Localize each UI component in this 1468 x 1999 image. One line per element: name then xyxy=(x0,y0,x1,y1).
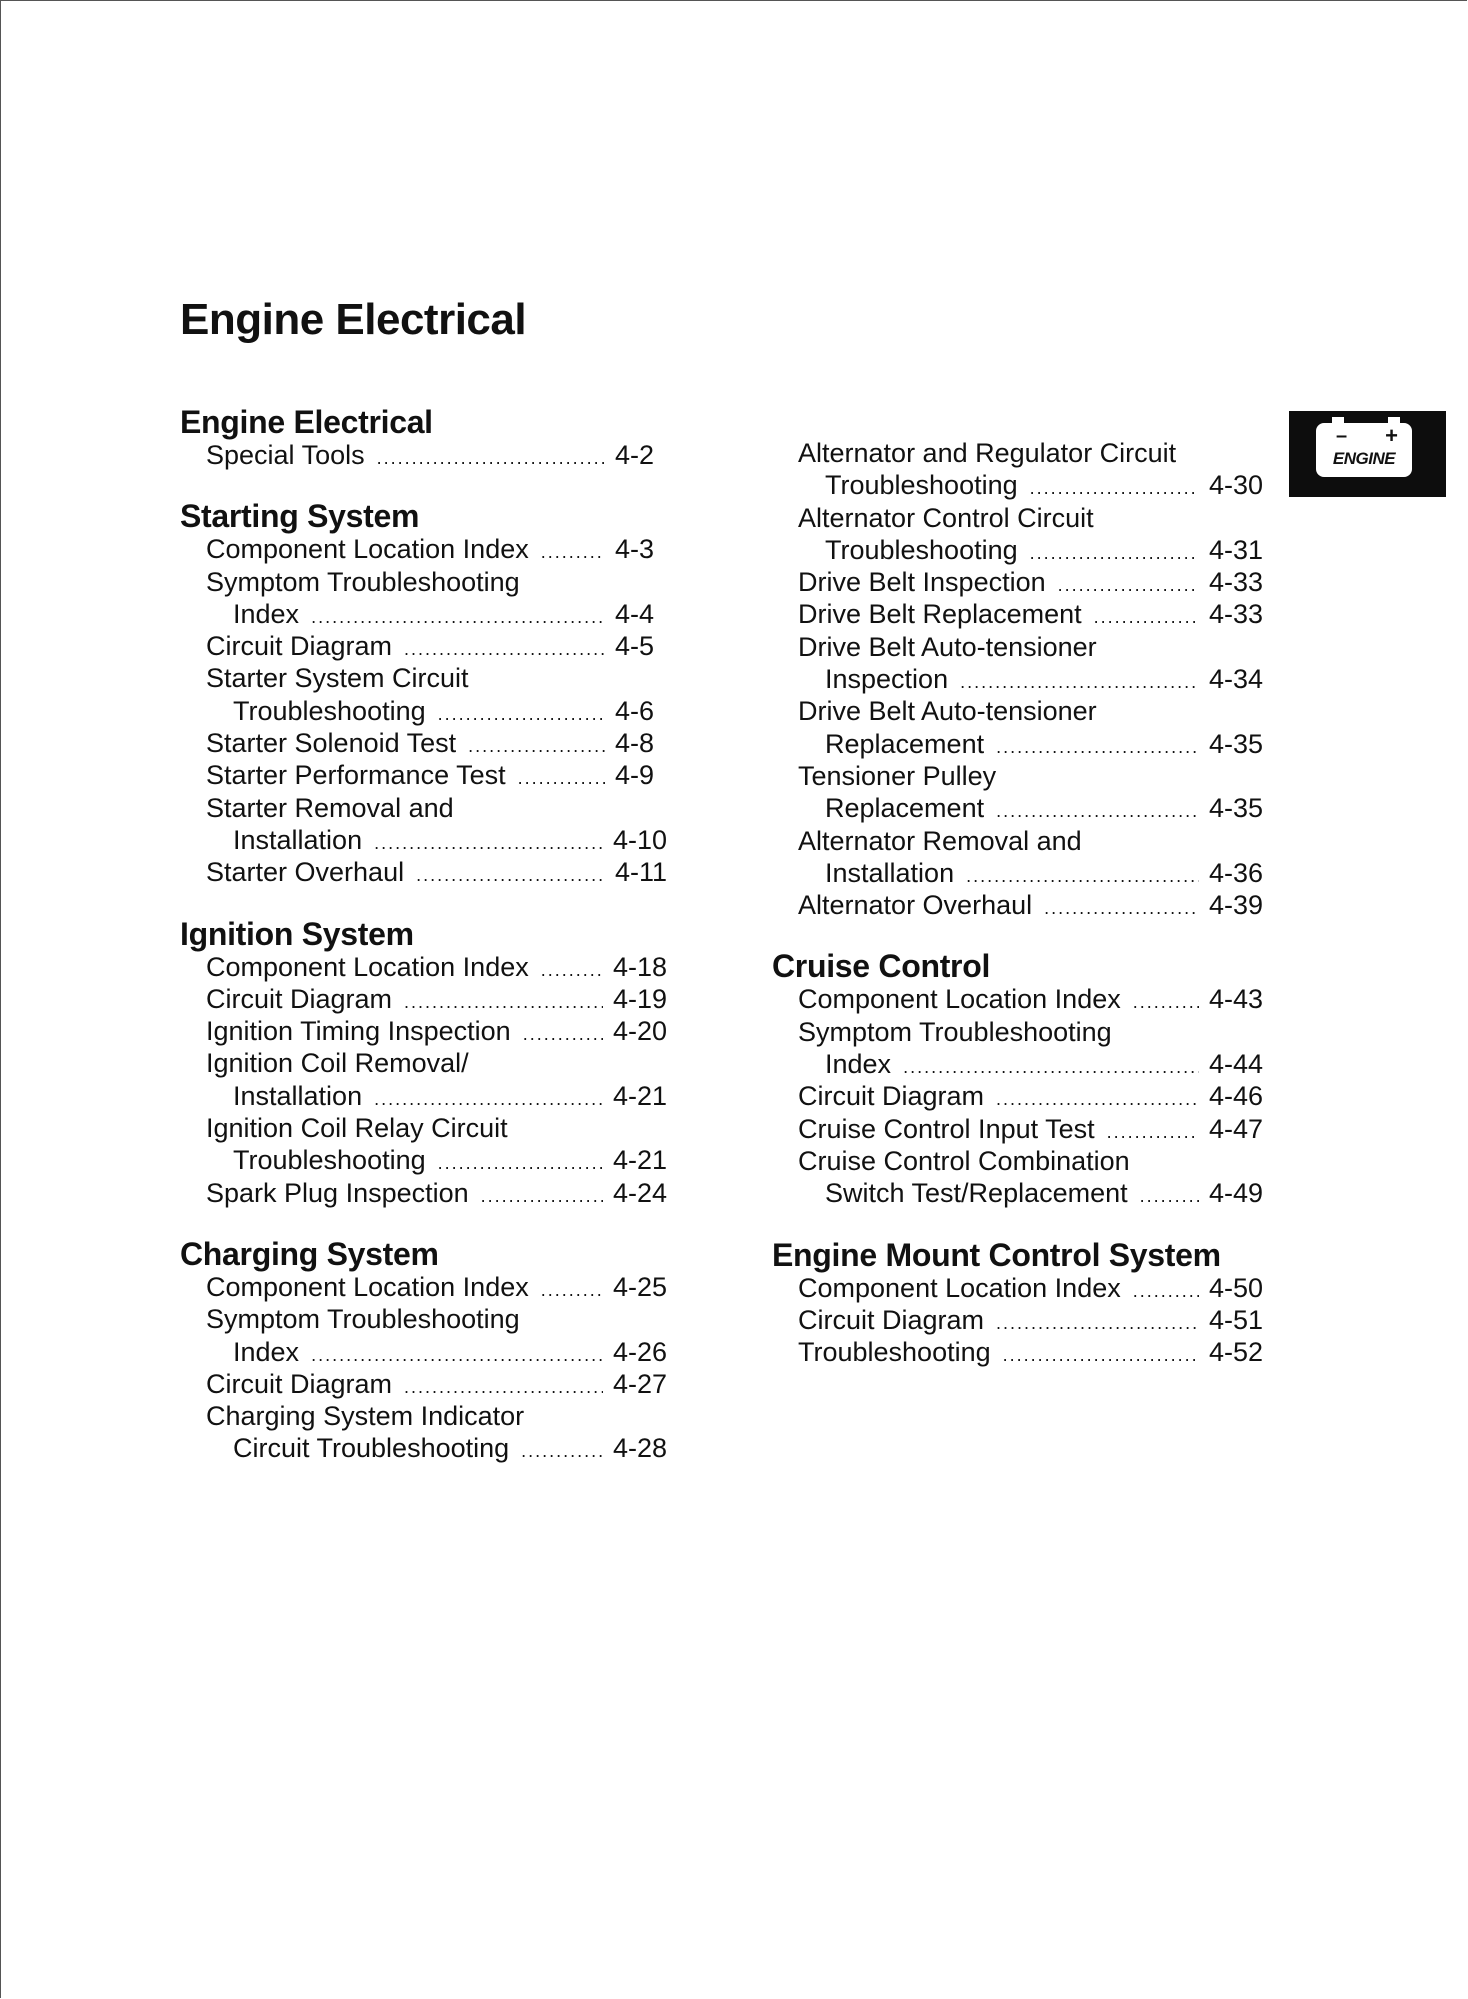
entry-text: Inspection xyxy=(825,664,949,695)
entry-text: Alternator Control Circuit xyxy=(798,502,1094,533)
dot-leader xyxy=(996,802,1199,820)
dot-leader xyxy=(1133,1282,1199,1300)
dot-leader xyxy=(523,1025,603,1043)
section-title: Starting System xyxy=(180,498,420,535)
page-number: 4-35 xyxy=(1208,793,1263,824)
page-number: 4-30 xyxy=(1208,470,1263,501)
page-number: 4-33 xyxy=(1208,599,1263,630)
page-number: 4-52 xyxy=(1208,1337,1263,1368)
toc-entry[interactable] xyxy=(206,1368,667,1400)
section-title: Engine Electrical xyxy=(180,404,433,440)
entry-text: Drive Belt Auto-tensioner xyxy=(798,631,1097,662)
entry-text: Symptom Troubleshooting xyxy=(798,1016,1112,1047)
page-number: 4-6 xyxy=(615,695,655,726)
entry-text: Alternator and Regulator Circuit xyxy=(798,438,1177,468)
entry-text: Circuit Diagram xyxy=(206,983,393,1014)
page-number: 4-8 xyxy=(615,728,655,759)
entry-text: Cruise Control Input Test xyxy=(798,1113,1095,1144)
page-number: 4-39 xyxy=(1208,890,1263,921)
toc-entry[interactable] xyxy=(798,1080,1263,1112)
toc-entry[interactable] xyxy=(206,566,667,631)
toc-right-column xyxy=(772,437,1263,1396)
entry-text: Tensioner Pulley xyxy=(798,760,997,791)
entry-text: Index xyxy=(233,1336,300,1367)
toc-entry[interactable] xyxy=(798,502,1263,567)
entry-text: Troubleshooting xyxy=(825,534,1018,565)
dot-leader xyxy=(311,608,605,626)
engine-section-tab[interactable] xyxy=(1289,411,1446,497)
toc-entry[interactable] xyxy=(798,1336,1263,1368)
dot-leader xyxy=(404,1378,603,1396)
page-number: 4-51 xyxy=(1208,1304,1263,1335)
toc-entry[interactable] xyxy=(206,727,667,759)
toc-entry[interactable] xyxy=(206,1271,667,1303)
dot-leader xyxy=(966,867,1199,885)
page-number: 4-35 xyxy=(1208,728,1263,759)
entry-text: Circuit Diagram xyxy=(798,1304,985,1335)
page-number: 4-46 xyxy=(1208,1081,1263,1112)
page-number: 4-10 xyxy=(612,824,667,855)
page-number: 4-9 xyxy=(615,760,655,791)
entry-text: Switch Test/Replacement xyxy=(825,1178,1128,1209)
dot-leader xyxy=(377,449,605,467)
page-number: 4-50 xyxy=(1208,1272,1263,1303)
entry-text: Troubleshooting xyxy=(825,470,1018,501)
page-number: 4-25 xyxy=(612,1271,667,1302)
entry-text: Circuit Troubleshooting xyxy=(233,1433,510,1464)
entry-text: Component Location Index xyxy=(206,951,529,982)
entry-text: Spark Plug Inspection xyxy=(206,1177,469,1208)
entry-text: Component Location Index xyxy=(798,1272,1121,1303)
page-number: 4-49 xyxy=(1208,1178,1263,1209)
entry-text: Alternator Overhaul xyxy=(798,890,1033,921)
toc-entry[interactable] xyxy=(206,439,667,471)
page-number: 4-3 xyxy=(615,534,655,565)
entry-text: Starter System Circuit xyxy=(206,663,469,694)
battery-minus-icon: – xyxy=(1336,425,1348,447)
page-number: 4-28 xyxy=(612,1433,667,1464)
dot-leader xyxy=(1107,1123,1199,1141)
page-number: 4-2 xyxy=(615,440,655,470)
toc-entry[interactable] xyxy=(206,759,667,791)
entry-text: Troubleshooting xyxy=(233,695,426,726)
dot-leader xyxy=(311,1346,603,1364)
toc-entry[interactable] xyxy=(798,631,1263,696)
section-title: Ignition System xyxy=(180,915,414,952)
dot-leader xyxy=(996,1090,1199,1108)
entry-text: Cruise Control Combination xyxy=(798,1145,1130,1176)
toc-entry[interactable] xyxy=(206,1112,667,1177)
entry-text: Component Location Index xyxy=(206,1271,529,1302)
toc-entry[interactable] xyxy=(798,1272,1263,1304)
entry-text: Ignition Timing Inspection xyxy=(206,1016,511,1047)
entry-text: Starter Performance Test xyxy=(206,760,506,791)
battery-icon xyxy=(1316,423,1412,477)
dot-leader xyxy=(521,1442,603,1460)
toc-entry[interactable] xyxy=(798,889,1263,921)
page-number: 4-34 xyxy=(1208,664,1263,695)
dot-leader xyxy=(481,1187,603,1205)
toc-entry[interactable] xyxy=(206,792,667,857)
entry-text: Starter Overhaul xyxy=(206,857,405,888)
entry-text: Replacement xyxy=(825,728,985,759)
battery-plus-icon: + xyxy=(1385,423,1398,448)
dot-leader xyxy=(374,1090,603,1108)
toc-entry[interactable] xyxy=(206,533,667,565)
page-number: 4-44 xyxy=(1208,1049,1263,1080)
toc-section xyxy=(180,499,667,888)
entry-text: Component Location Index xyxy=(798,984,1121,1015)
section-title: Charging System xyxy=(180,1235,439,1272)
entry-text: Index xyxy=(825,1049,892,1080)
page-number: 4-33 xyxy=(1208,567,1263,598)
page-number: 4-36 xyxy=(1208,857,1263,888)
dot-leader xyxy=(1030,544,1199,562)
dot-leader xyxy=(1003,1346,1199,1364)
page-number: 4-31 xyxy=(1208,534,1263,565)
toc-entry[interactable] xyxy=(798,1304,1263,1336)
dot-leader xyxy=(960,673,1199,691)
page-number: 4-27 xyxy=(612,1368,667,1399)
toc-entry[interactable] xyxy=(798,598,1263,630)
toc-entry[interactable] xyxy=(798,566,1263,598)
dot-leader xyxy=(518,769,605,787)
page-number: 4-26 xyxy=(612,1336,667,1367)
entry-text: Charging System Indicator xyxy=(206,1401,525,1432)
toc-entry[interactable] xyxy=(206,662,667,727)
entry-text: Symptom Troubleshooting xyxy=(206,566,520,597)
toc-section xyxy=(772,949,1263,1209)
toc-section xyxy=(180,917,667,1209)
dot-leader xyxy=(1140,1187,1199,1205)
dot-leader xyxy=(1094,608,1199,626)
dot-leader xyxy=(1030,479,1199,497)
dot-leader xyxy=(1044,899,1199,917)
dot-leader xyxy=(541,961,603,979)
page-number: 4-18 xyxy=(612,951,667,982)
toc-section xyxy=(772,1238,1263,1369)
toc-entry[interactable] xyxy=(206,1047,667,1112)
toc-entry[interactable] xyxy=(206,1303,667,1368)
entry-text: Starter Solenoid Test xyxy=(206,728,457,759)
toc-entry[interactable] xyxy=(206,1400,667,1465)
toc-left-column xyxy=(180,405,667,1493)
toc-entry[interactable] xyxy=(206,1015,667,1047)
toc-entry[interactable] xyxy=(798,695,1263,760)
page-number: 4-24 xyxy=(612,1177,667,1208)
entry-text: Index xyxy=(233,598,300,629)
entry-text: Replacement xyxy=(825,793,985,824)
page-number: 4-19 xyxy=(612,983,667,1014)
toc-section xyxy=(180,405,667,471)
toc-entry[interactable] xyxy=(206,630,667,662)
entry-text: Circuit Diagram xyxy=(798,1081,985,1112)
dot-leader xyxy=(541,1281,603,1299)
entry-text: Installation xyxy=(825,857,955,888)
dot-leader xyxy=(438,705,605,723)
entry-text: Circuit Diagram xyxy=(206,631,393,662)
page-number: 4-21 xyxy=(612,1145,667,1176)
toc-entry[interactable] xyxy=(798,437,1263,502)
page-number: 4-5 xyxy=(615,631,655,662)
toc-entry[interactable] xyxy=(206,1177,667,1209)
toc-entry[interactable] xyxy=(206,983,667,1015)
toc-section xyxy=(772,437,1263,921)
toc-section xyxy=(180,1237,667,1465)
dot-leader xyxy=(468,737,605,755)
dot-leader xyxy=(903,1058,1199,1076)
entry-text: Drive Belt Replacement xyxy=(798,599,1082,630)
entry-text: Ignition Coil Removal/ xyxy=(206,1048,469,1079)
page-number: 4-20 xyxy=(612,1016,667,1047)
entry-text: Starter Removal and xyxy=(206,792,454,823)
dot-leader xyxy=(416,866,605,884)
dot-leader xyxy=(374,834,603,852)
dot-leader xyxy=(1133,993,1199,1011)
section-title: Cruise Control xyxy=(772,948,991,985)
dot-leader xyxy=(996,738,1199,756)
page-number: 4-4 xyxy=(615,598,655,629)
toc-entry[interactable] xyxy=(798,825,1263,890)
entry-text: Alternator Removal and xyxy=(798,825,1082,856)
entry-text: Drive Belt Auto-tensioner xyxy=(798,696,1097,727)
page-number: 4-21 xyxy=(612,1080,667,1111)
entry-text: Component Location Index xyxy=(206,534,529,565)
toc-entry[interactable] xyxy=(798,1016,1263,1081)
dot-leader xyxy=(996,1314,1199,1332)
entry-text: Symptom Troubleshooting xyxy=(206,1304,520,1335)
page-number: 4-11 xyxy=(614,857,667,888)
section-title: Engine Mount Control System xyxy=(772,1236,1221,1273)
toc-entry[interactable] xyxy=(798,1113,1263,1145)
dot-leader xyxy=(1058,576,1199,594)
entry-text: Troubleshooting xyxy=(233,1145,426,1176)
entry-text: Installation xyxy=(233,1080,363,1111)
entry-text: Drive Belt Inspection xyxy=(798,567,1046,598)
page-number: 4-47 xyxy=(1208,1113,1263,1144)
entry-text: Special Tools xyxy=(206,440,365,470)
toc-entry[interactable] xyxy=(798,1145,1263,1210)
page-title: Engine Electrical xyxy=(180,295,527,344)
toc-entry[interactable] xyxy=(206,951,667,983)
entry-text: Installation xyxy=(233,824,363,855)
entry-text: Circuit Diagram xyxy=(206,1368,393,1399)
toc-entry[interactable] xyxy=(798,760,1263,825)
dot-leader xyxy=(404,640,605,658)
tab-label: ENGINE xyxy=(1332,449,1396,468)
entry-text: Ignition Coil Relay Circuit xyxy=(206,1113,508,1144)
page-number: 4-43 xyxy=(1208,984,1263,1015)
toc-entry[interactable] xyxy=(798,983,1263,1015)
dot-leader xyxy=(541,543,605,561)
entry-text: Troubleshooting xyxy=(798,1337,991,1368)
dot-leader xyxy=(404,993,603,1011)
toc-entry[interactable] xyxy=(206,856,667,888)
dot-leader xyxy=(438,1154,603,1172)
